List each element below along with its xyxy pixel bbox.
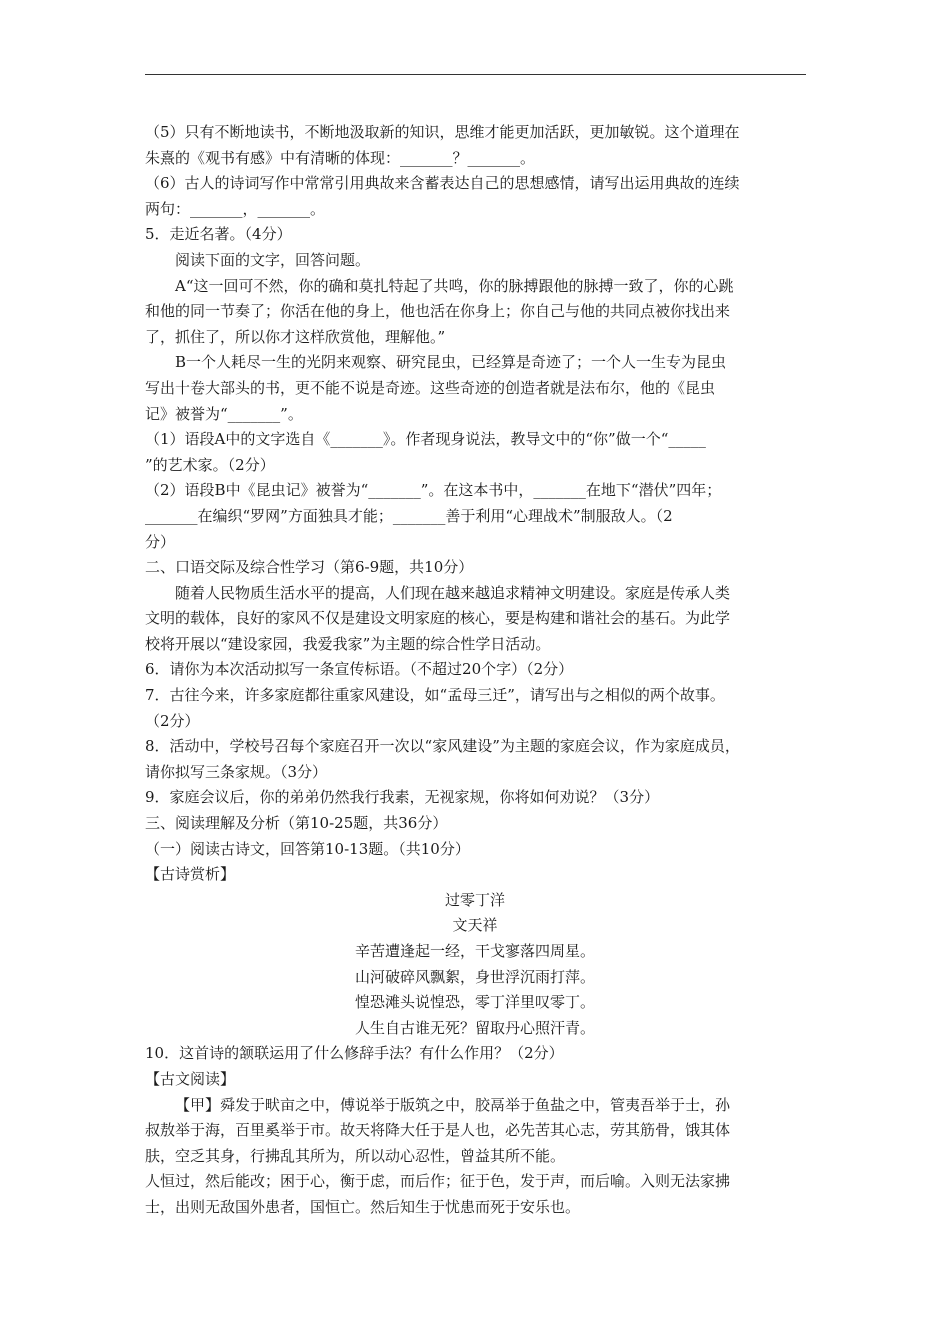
text-line: 和他的同一节奏了；你活在他的身上，他也活在你身上；你自己与他的共同点被你找出来 (145, 302, 731, 321)
text-line: 记》被誉为“_______”。 (145, 404, 303, 423)
text-line: 朱熹的《观书有感》中有清晰的体现：_______？_______。 (145, 148, 536, 167)
text-line: 请你拟写三条家规。（3分） (145, 762, 328, 781)
text-line: _______在编织“罗网”方面独具才能；_______善于利用“心理战术”制服敌人。（2 (145, 506, 673, 525)
text-line: 肤，空乏其身，行拂乱其所为，所以动心忍性，曾益其所不能。 (145, 1146, 566, 1165)
text-line: （5）只有不断地读书，不断地汲取新的知识，思维才能更加活跃，更加敏锐。这个道理在 (145, 123, 740, 141)
text-line: 了，抓住了，所以你才这样欣赏他，理解他。” (145, 327, 446, 346)
header-rule (145, 74, 806, 75)
text-line: 随着人民物质生活水平的提高，人们现在越来越追求精神文明建设。家庭是传承人类 (175, 583, 731, 602)
text-line: （6）古人的诗词写作中常常引用典故来含蓄表达自己的思想感情，请写出运用典故的连续 (145, 174, 740, 193)
text-line: 二、口语交际及综合性学习（第6-9题，共10分） (145, 558, 474, 577)
text-line: 【古诗赏析】 (145, 865, 236, 884)
text-line: （1）语段A中的文字选自《_______》。作者现身说法，教导文中的“你”做一个“_____ (145, 430, 706, 449)
poem-line: 惶恐滩头说惶恐，零丁洋里叹零丁。 (354, 993, 595, 1012)
text-line: ”的艺术家。（2分） (145, 455, 275, 474)
poem-line: 过零丁洋 (444, 890, 505, 909)
poem-line: 文天祥 (452, 916, 498, 935)
text-line: 校将开展以“建设家园，我爱我家”为主题的综合性学日活动。 (145, 634, 551, 653)
text-line: 5．走近名著。（4分） (145, 225, 292, 244)
text-line: B一个人耗尽一生的光阴来观察、研究昆虫，已经算是奇迹了；一个人一生专为昆虫 (175, 353, 727, 372)
text-line: 6．请你为本次活动拟写一条宣传标语。（不超过20个字）（2分） (145, 660, 574, 679)
text-line: 两句：_______，_______。 (145, 199, 326, 218)
text-line: 三、阅读理解及分析（第10-25题，共36分） (145, 814, 448, 833)
text-line: 人恒过，然后能改；困于心，衡于虑，而后作；征于色，发于声，而后喻。入则无法家拂 (145, 1172, 731, 1191)
text-line: 9．家庭会议后，你的弟弟仍然我行我素，无视家规，你将如何劝说？（3分） (145, 788, 660, 807)
poem-line: 辛苦遭逢起一经，干戈寥落四周星。 (354, 942, 595, 960)
text-line: 10．这首诗的颔联运用了什么修辞手法？有什么作用？（2分） (145, 1044, 564, 1063)
text-line: 分） (145, 532, 176, 551)
text-line: （一）阅读古诗文，回答第10-13题。（共10分） (145, 839, 470, 858)
text-line: A“这一回可不然，你的确和莫扎特起了共鸣，你的脉搏跟他的脉搏一致了，你的心跳 (175, 276, 734, 295)
poem-line: 人生自古谁无死？留取丹心照汗青。 (354, 1018, 595, 1037)
text-line: 写出十卷大部头的书，更不能不说是奇迹。这些奇迹的创造者就是法布尔，他的《昆虫 (145, 378, 716, 397)
text-line: 阅读下面的文字，回答问题。 (175, 250, 371, 269)
text-line: 【古文阅读】 (145, 1069, 236, 1088)
text-line: 【甲】舜发于畎亩之中，傅说举于版筑之中，胶鬲举于鱼盐之中，管夷吾举于士，孙 (175, 1095, 731, 1114)
text-line: 7．古往今来，许多家庭都往重家风建设，如“孟母三迁”，请写出与之相似的两个故事。 (145, 686, 725, 705)
poem-line: 山河破碎风飘絮，身世浮沉雨打萍。 (354, 967, 595, 986)
text-line: 叔敖举于海，百里奚举于市。故天将降大任于是人也，必先苦其心志，劳其筋骨，饿其体 (145, 1121, 731, 1140)
text-line: 文明的载体，良好的家风不仅是建设文明家庭的核心，要是构建和谐社会的基石。为此学 (145, 609, 731, 628)
document-body (145, 120, 815, 1221)
text-line: （2分） (145, 711, 200, 730)
text-line: 8．活动中，学校号召每个家庭召开一次以“家风建设”为主题的家庭会议，作为家庭成员， (145, 737, 740, 756)
text-line: （2）语段B中《昆虫记》被誉为“_______”。在这本书中，_______在地下“潜伏”四年； (145, 481, 722, 500)
text-line: 士，出则无敌国外患者，国恒亡。然后知生于忧患而死于安乐也。 (145, 1197, 581, 1216)
